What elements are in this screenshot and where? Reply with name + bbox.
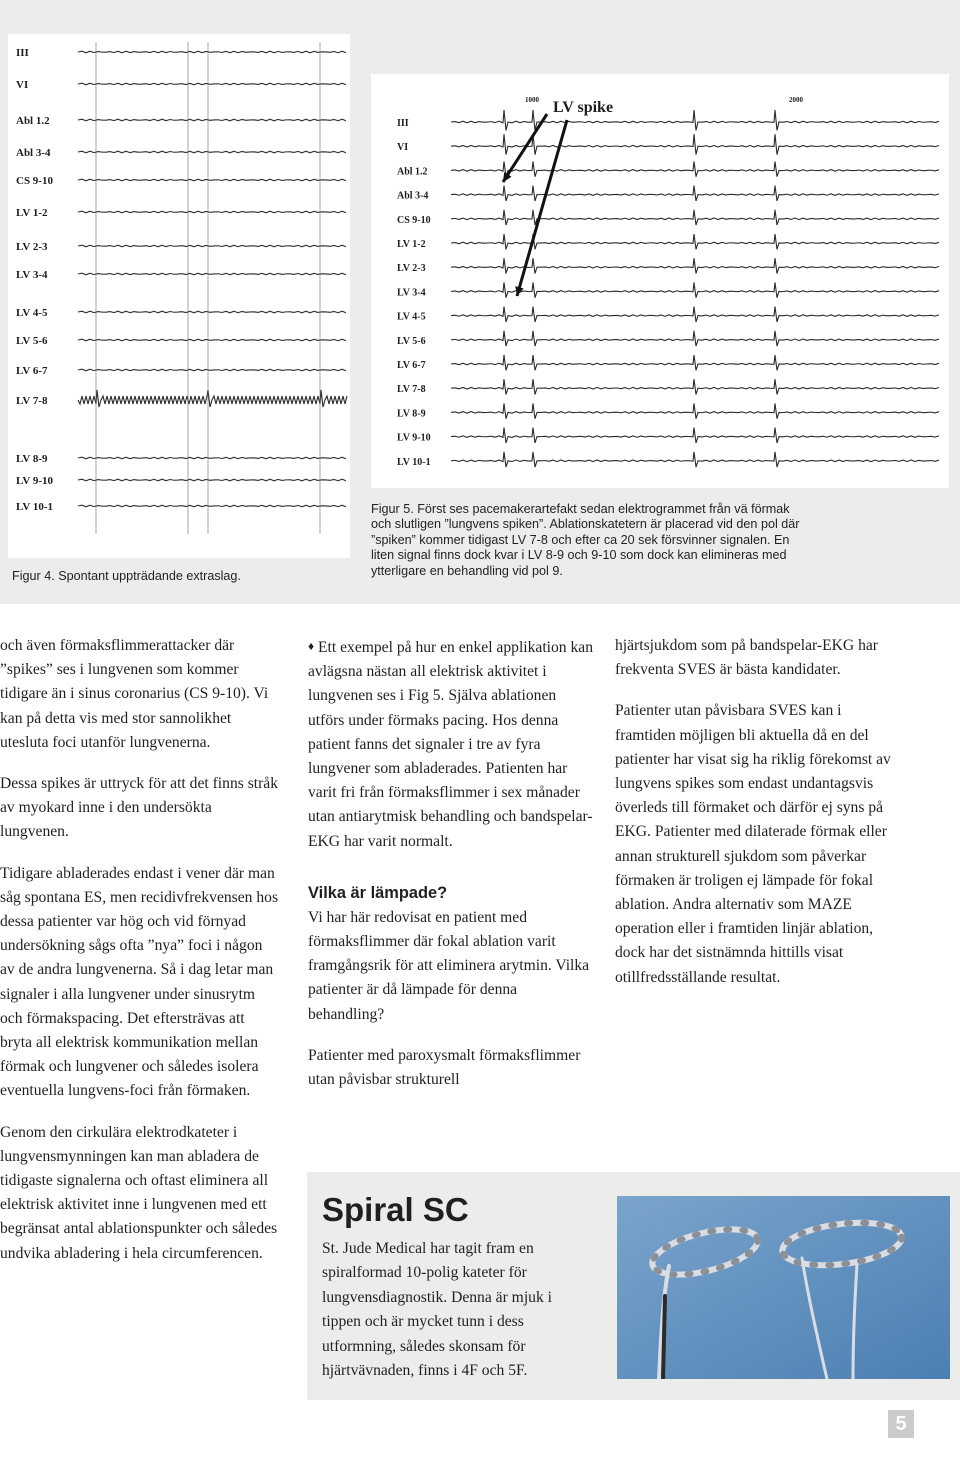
fig4-channel-label: LV 7-8 xyxy=(16,395,48,407)
fig5-channel-label: LV 4-5 xyxy=(397,311,426,323)
figure5-ecg xyxy=(371,74,949,488)
fig4-trace xyxy=(78,339,346,341)
fig4-trace xyxy=(78,273,346,275)
fig4-trace xyxy=(78,390,347,407)
fig4-channel-label: VI xyxy=(16,79,29,91)
fig4-channel-label: LV 10-1 xyxy=(16,501,53,513)
col3-paragraph-1: hjärtsjukdom som på bandspelar-EKG har frekventa SVES är bästa kandidater. xyxy=(615,637,878,679)
column-2 xyxy=(308,634,594,1109)
figure5-caption-line-4: liten signal finns dock kvar i LV 8-9 och 9-10 som dock kan elimineras med xyxy=(371,548,787,563)
fig5-trace xyxy=(451,403,939,418)
fig4-trace xyxy=(78,51,346,53)
fig4-trace xyxy=(78,211,346,213)
figure5-caption-line-1: Figur 5. Först ses pacemakerartefakt sedan elektrogrammet från vä förmak xyxy=(371,502,790,516)
fig5-channel-label: LV 8-9 xyxy=(397,408,426,420)
col2-paragraph-3: Patienter med paroxysmalt förmaksflimmer utan påvisbar strukturell xyxy=(308,1046,581,1089)
fig5-channel-label: LV 5-6 xyxy=(397,335,426,347)
fig4-channel-label: Abl 3-4 xyxy=(16,147,51,159)
fig5-channel-label: LV 10-1 xyxy=(397,456,431,468)
fig4-trace xyxy=(78,311,346,313)
fig5-channel-label: Abl 1.2 xyxy=(397,166,428,178)
fig5-channel-label: VI xyxy=(397,142,409,154)
lv-spike-label: LV spike xyxy=(553,99,614,116)
fig5-trace xyxy=(451,355,939,370)
fig5-channel-label: CS 9-10 xyxy=(397,214,431,226)
fig5-trace xyxy=(451,307,939,322)
fig5-trace xyxy=(451,428,939,443)
bullet-icon: ♦ xyxy=(308,639,315,653)
spiral-title: Spiral SC xyxy=(322,1191,469,1228)
figure5-caption-line-3: ”spiken” kommer tidigast LV 7-8 och efter ca 20 sek försvinner signalen. En xyxy=(371,532,790,547)
figure4-caption: Figur 4. Spontant uppträdande extraslag. xyxy=(12,569,241,583)
fig5-trace xyxy=(451,379,939,394)
figure5-caption xyxy=(371,502,951,579)
fig5-channel-label: III xyxy=(397,118,409,129)
fig5-marker-left: 1000 xyxy=(525,96,539,104)
col1-paragraph-3: Tidigare abladerades endast i vener där man såg spontana ES, men recidivfrekvensen hos dessa patienter var hög och vid förnyad undersökning sågs ofta ”nya” foci i någon av de andra lungvenerna. Så i dag letar man signaler i alla lungvener under sinusrytm och förmakspacing. Det eftersträvas att bryta all elektrisk kommunikation mellan förmak och lungvener och således isolera eventuella lungvens-foci från förmaken. xyxy=(0,864,279,1100)
fig4-channel-label: III xyxy=(16,47,29,59)
catheter-illustration xyxy=(617,1196,950,1379)
column-1 xyxy=(0,634,280,1283)
col1-paragraph-1: och även förmaksflimmerattacker där ”spikes” ses i lungvenen som kommer tidigare än i sinus coronarius (CS 9-10). Vi kan på detta vis med stor sannolikhet utesluta foci utanför lungvenerna. xyxy=(0,637,269,751)
fig4-channel-label: LV 9-10 xyxy=(16,475,53,487)
fig4-trace xyxy=(78,245,346,247)
fig4-trace xyxy=(78,479,346,481)
fig4-trace xyxy=(78,119,346,121)
fig5-trace xyxy=(451,452,939,467)
fig5-channel-label: LV 7-8 xyxy=(397,384,426,396)
col2-paragraph-1-text: Ett exempel på hur en enkel applikation kan avlägsna nästan all elektrisk aktivitet i lungvenen ses i Fig 5. Själva ablationen utförs under förmaks pacing. Hos denna patient fanns det signaler i tre av fyra lungvener som abladerades. Patienten har varit fri från förmaksflimmer i sex månader utan antiarytmisk behandling och bandspelar-EKG har varit normalt. xyxy=(308,639,593,850)
fig4-trace xyxy=(78,179,346,181)
figure5-caption-line-5: ytterligare en behandling vid pol 9. xyxy=(371,563,563,578)
fig5-trace xyxy=(451,331,939,346)
col3-paragraph-2: Patienter utan påvisbara SVES kan i framtiden möjligen bli aktuella då en del patienter har visat sig ha riklig förekomst av lungvens spikes som endast undantagsvis överleds till förmaket och därför ej syns på EKG. Patienter med dilaterade förmak eller annan strukturell sjukdom som påverkar förmaken är troligen ej lämpade för fokal ablation. Andra alternativ som MAZE operation eller i framtiden linjär ablation, dock har det sistnämnda hittills visat otillfredsställande resultat. xyxy=(615,702,891,986)
fig4-channel-label: LV 2-3 xyxy=(16,241,48,253)
col1-paragraph-2: Dessa spikes är uttryck för att det finns stråk av myokard inne i den undersökta lungvenen. xyxy=(0,775,279,841)
figure4-ecg xyxy=(8,34,350,558)
lv-spike-arrow-1 xyxy=(503,114,547,182)
fig4-trace xyxy=(78,83,346,85)
fig5-channel-label: LV 2-3 xyxy=(397,263,426,275)
col2-paragraph-1 xyxy=(308,634,594,854)
figure4-image xyxy=(8,34,350,558)
figure5-image xyxy=(371,74,949,488)
fig5-trace xyxy=(451,234,939,249)
fig5-channel-label: LV 3-4 xyxy=(397,287,426,299)
column-3 xyxy=(615,634,897,1007)
fig4-channel-label: Abl 1.2 xyxy=(16,115,50,127)
fig4-trace xyxy=(78,505,346,507)
fig5-trace xyxy=(451,186,939,201)
fig5-channel-label: LV 1-2 xyxy=(397,239,426,250)
fig4-channel-label: LV 5-6 xyxy=(16,335,48,347)
fig4-channel-label: LV 3-4 xyxy=(16,269,48,281)
fig5-trace xyxy=(451,282,939,297)
spiral-text: St. Jude Medical har tagit fram en spiralformad 10-polig kateter för lungvensdiagnostik. Denna är mjuk i tippen och är mycket tunn i dess utformning, således skonsam för hjärtvävnaden, finns i 4F och 5F. xyxy=(322,1240,552,1380)
fig4-channel-label: LV 4-5 xyxy=(16,307,48,319)
fig4-channel-label: LV 6-7 xyxy=(16,365,48,377)
col2-paragraph-2: Vi har här redovisat en patient med förmaksflimmer där fokal ablation varit framgångsrik för att eliminera arytmin. Vilka patienter är då lämpade för denna behandling? xyxy=(308,908,590,1023)
fig4-trace xyxy=(78,457,346,459)
fig5-trace xyxy=(451,161,939,176)
fig5-channel-label: LV 9-10 xyxy=(397,432,431,444)
fig5-channel-label: LV 6-7 xyxy=(397,360,426,371)
figure5-caption-line-2: och slutligen ”lungvens spiken”. Ablationskatetern är placerad vid den pol där xyxy=(371,517,800,532)
fig5-trace xyxy=(451,110,939,130)
fig4-trace xyxy=(78,369,346,371)
fig5-channel-label: Abl 3-4 xyxy=(397,190,429,202)
fig5-marker-right: 2000 xyxy=(789,96,803,104)
section-heading: Vilka är lämpade? xyxy=(308,883,448,902)
fig5-trace xyxy=(451,210,939,225)
fig4-channel-label: LV 1-2 xyxy=(16,207,48,219)
catheter-photo xyxy=(617,1196,950,1379)
col1-paragraph-4: Genom den cirkulära elektrodkateter i lungvensmynningen kan man abladera de tidigaste signalerna och oftast eliminera all elektrisk aktivitet inne i lungvenen med ett begränsat antal ablationspunkter och således undvika abladering i hela circumferencen. xyxy=(0,1123,278,1262)
fig4-channel-label: CS 9-10 xyxy=(16,175,53,187)
page-number: 5 xyxy=(895,1413,907,1435)
fig4-trace xyxy=(78,151,346,153)
fig4-channel-label: LV 8-9 xyxy=(16,453,48,465)
